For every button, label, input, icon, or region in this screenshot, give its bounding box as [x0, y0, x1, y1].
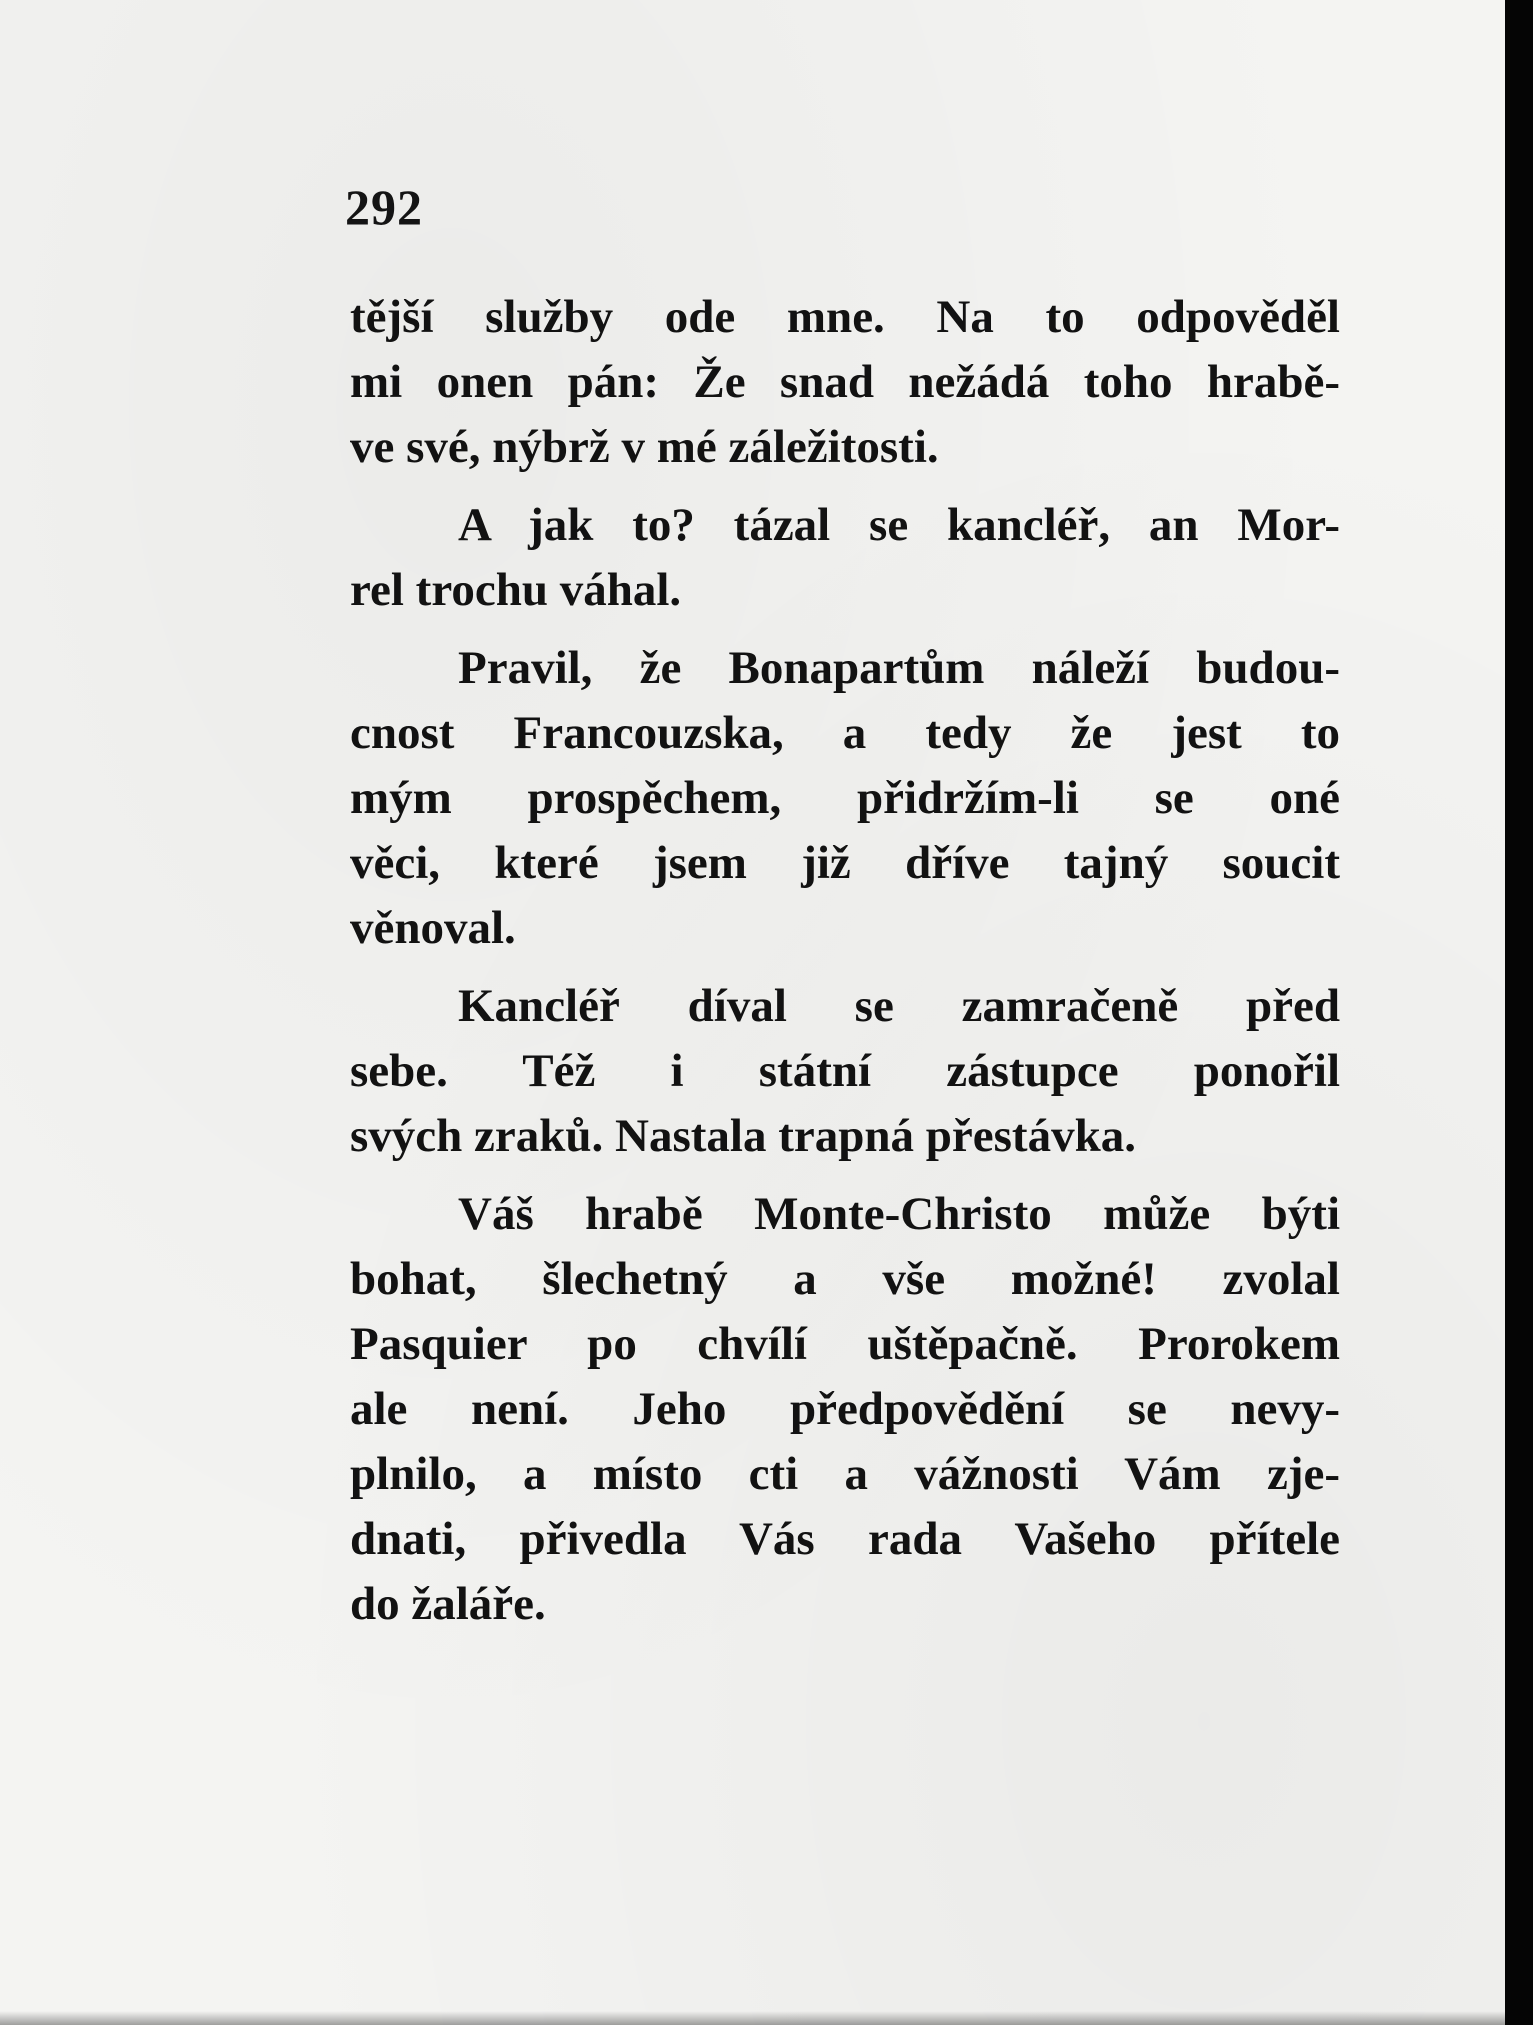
- text-line: dnati, přivedla Vás rada Vašeho přítele: [350, 1513, 1340, 1565]
- text-line: ale není. Jeho předpovědění se nevy-: [350, 1383, 1340, 1435]
- page-number: 292: [345, 179, 423, 235]
- text-line: bohat, šlechetný a vše možné! zvolal: [350, 1253, 1340, 1305]
- text-line: plnilo, a místo cti a vážnosti Vám zje-: [350, 1448, 1340, 1500]
- text-line: věci, které jsem již dříve tajný soucit: [350, 837, 1340, 889]
- text-line: Pravil, že Bonapartům náleží budou-: [458, 642, 1340, 694]
- text-line: mi onen pán: Že snad nežádá toho hrabě-: [350, 356, 1340, 408]
- text-line: Váš hrabě Monte-Christo může býti: [458, 1188, 1340, 1240]
- paragraph: [350, 493, 1340, 623]
- body-text: [350, 285, 1340, 1650]
- text-line: cnost Francouzska, a tedy že jest to: [350, 707, 1340, 759]
- paragraph: [350, 1182, 1340, 1637]
- text-line: mým prospěchem, přidržím-li se oné: [350, 772, 1340, 824]
- text-line: Kancléř díval se zamračeně před: [458, 980, 1340, 1032]
- text-line: rel trochu váhal.: [350, 564, 682, 616]
- book-spine-edge: [1505, 0, 1533, 2025]
- text-line: sebe. Též i státní zástupce ponořil: [350, 1045, 1340, 1097]
- text-line: ve své, nýbrž v mé záležitosti.: [350, 421, 939, 473]
- text-line: věnoval.: [350, 902, 516, 954]
- text-line: Pasquier po chvílí uštěpačně. Prorokem: [350, 1318, 1340, 1370]
- paragraph: [350, 636, 1340, 961]
- text-line: svých zraků. Nastala trapná přestávka.: [350, 1110, 1136, 1162]
- text-line: A jak to? tázal se kancléř, an Mor-: [458, 499, 1340, 551]
- paragraph: [350, 285, 1340, 480]
- text-line: tější služby ode mne. Na to odpověděl: [350, 291, 1340, 343]
- paragraph: [350, 974, 1340, 1169]
- text-line: do žaláře.: [350, 1578, 546, 1630]
- page-bottom-shadow: [0, 2011, 1505, 2025]
